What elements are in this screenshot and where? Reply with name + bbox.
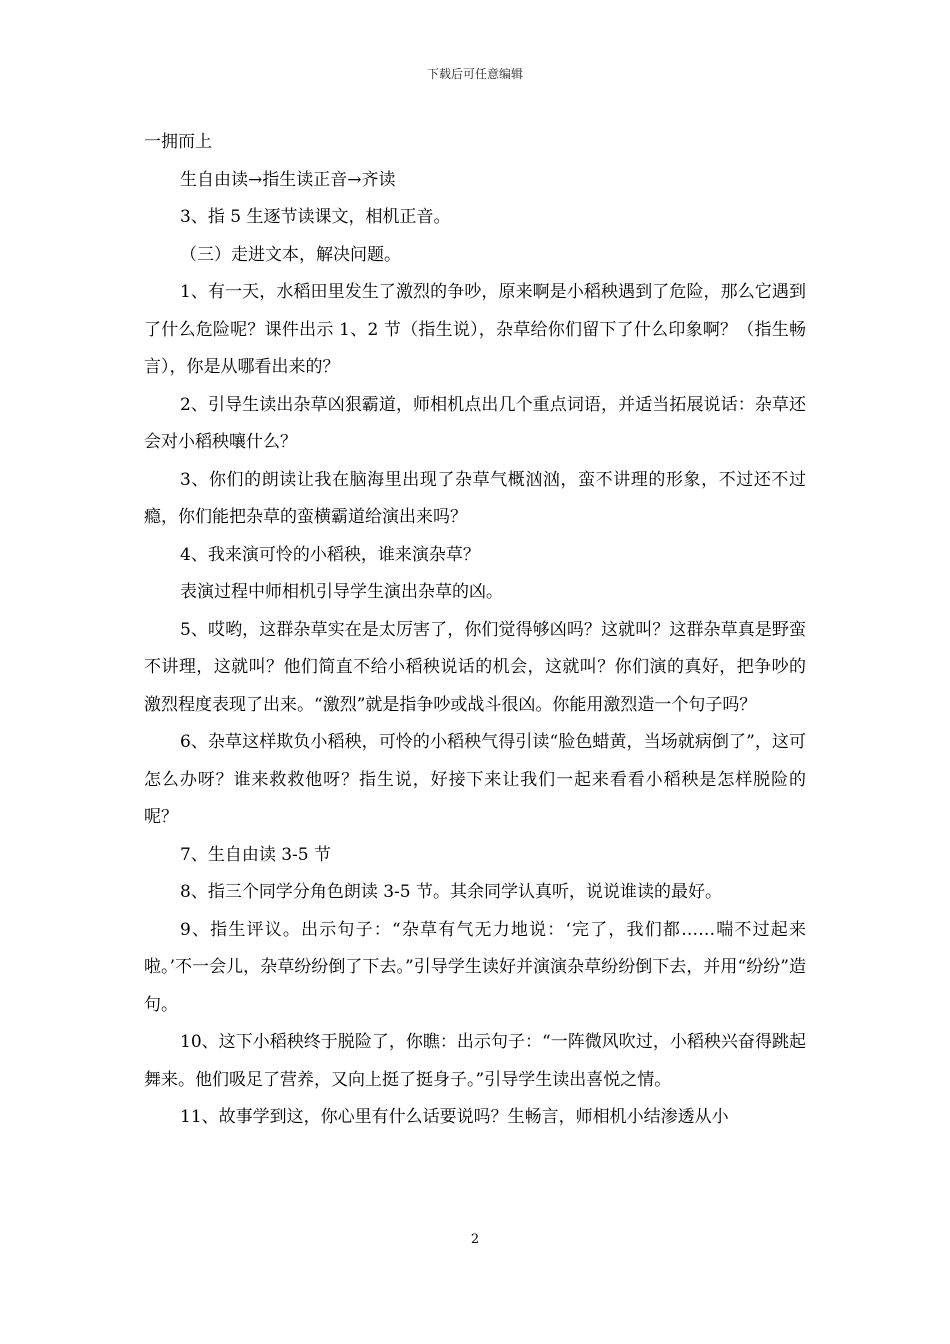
paragraph: 7、生自由读 3-5 节 xyxy=(180,844,331,865)
paragraph: 6、杂草这样欺负小稻秧，可怜的小稻秧气得引读“脸色蜡黄，当场就病倒了”，这可怎么办呀？谁来救救他呀？指生说，好接下来让我们一起来看看小稻秧是怎样脱险的呢？ xyxy=(144,732,806,827)
paragraph: 5、哎哟，这群杂草实在是太厉害了，你们觉得够凶吗？这就叫？这群杂草真是野蛮不讲理，这就叫？他们简直不给小稻秧说话的机会，这就叫？你们演的真好，把争吵的激烈程度表现了出来。“激烈”就是指争吵或战斗很凶。你能用激烈造一个句子吗？ xyxy=(144,619,806,715)
paragraph: 1、有一天，水稻田里发生了激烈的争吵，原来啊是小稻秧遇到了危险，那么它遇到了什么危险呢？课件出示 1、2 节（指生说），杂草给你们留下了什么印象啊？（指生畅言），你是从哪看出来的？ xyxy=(144,282,806,377)
paragraph: 生自由读→指生读正音→齐读 xyxy=(180,169,396,190)
section-heading: （三）走进文本，解决问题。 xyxy=(180,244,401,265)
paragraph: 表演过程中师相机引导学生演出杂草的凶。 xyxy=(180,582,503,602)
paragraph: 10、这下小稻秧终于脱险了，你瞧：出示句子：“一阵微风吹过，小稻秧兴奋得跳起舞来。他们吸足了营养，又向上挺了挺身子。”引导学生读出喜悦之情。 xyxy=(144,1032,806,1090)
paragraph: 4、我来演可怜的小稻秧，谁来演杂草？ xyxy=(180,544,480,565)
paragraph: 8、指三个同学分角色朗读 3-5 节。其余同学认真听，说说谁读的最好。 xyxy=(180,882,722,902)
document-body xyxy=(144,124,806,1137)
paragraph: 3、指 5 生逐节读课文，相机正音。 xyxy=(180,207,451,227)
paragraph: 3、你们的朗读让我在脑海里出现了杂草气概汹汹，蛮不讲理的形象，不过还不过瘾，你们能把杂草的蛮横霸道给演出来吗？ xyxy=(144,469,806,527)
paragraph: 9、指生评议。出示句子：“杂草有气无力地说：‘完了，我们都……喘不过起来啦。’不一会儿，杂草纷纷倒了下去。”引导学生读好并演演杂草纷纷倒下去，并用“纷纷”造句。 xyxy=(144,919,806,1015)
paragraph: 2、引导生读出杂草凶狠霸道，师相机点出几个重点词语，并适当拓展说话：杂草还会对小稻秧嚷什么？ xyxy=(144,394,806,452)
paragraph: 11、故事学到这，你心里有什么话要说吗？生畅言，师相机小结渗透从小 xyxy=(180,1107,729,1127)
paragraph: 一拥而上 xyxy=(144,132,212,152)
page-number: 2 xyxy=(470,1232,480,1247)
page-header: 下载后可任意编辑 xyxy=(426,67,523,81)
